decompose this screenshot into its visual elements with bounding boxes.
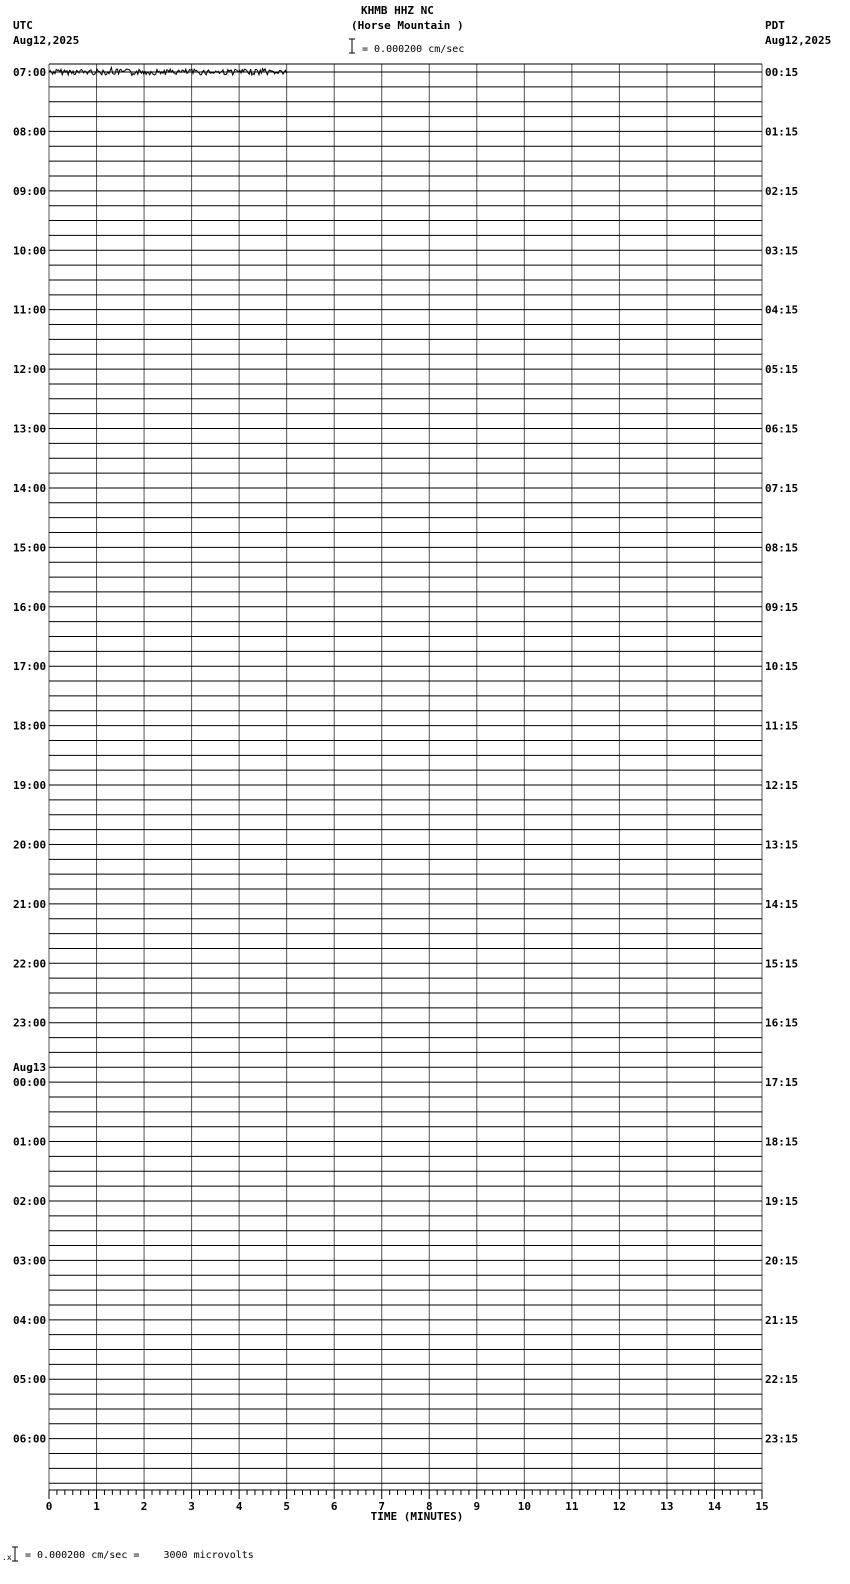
location-title: (Horse Mountain )	[351, 19, 464, 32]
right-hour-label: 21:15	[765, 1313, 799, 1327]
left-hour-label: 13:00	[13, 422, 47, 436]
left-hour-label: 08:00	[13, 125, 47, 139]
left-hour-label: 04:00	[13, 1313, 47, 1327]
right-hour-label: 15:15	[765, 957, 799, 971]
x-tick-label: 12	[612, 1500, 627, 1513]
svg-text:.x: .x	[2, 1553, 12, 1562]
left-date: Aug12,2025	[13, 34, 80, 47]
station-title: KHMB HHZ NC	[361, 4, 434, 17]
left-hour-label: 17:00	[13, 660, 47, 674]
x-tick-label: 0	[45, 1500, 53, 1513]
left-hour-label: 00:00	[13, 1076, 47, 1090]
scale-label: = 0.000200 cm/sec	[362, 44, 465, 55]
right-hour-label: 05:15	[765, 363, 799, 377]
right-hour-label: 17:15	[765, 1076, 799, 1090]
left-hour-label: 19:00	[13, 779, 47, 793]
right-hour-label: 00:15	[765, 66, 799, 79]
right-hour-label: 20:15	[765, 1254, 799, 1268]
right-hour-label: 22:15	[765, 1373, 799, 1387]
left-hour-label: 18:00	[13, 719, 47, 733]
left-hour-label: 07:00	[13, 66, 47, 79]
x-tick-label: 8	[425, 1500, 433, 1513]
left-hour-label: 02:00	[13, 1194, 47, 1208]
x-tick-label: 2	[140, 1500, 148, 1513]
trace-lines	[49, 72, 762, 1483]
right-hour-label: 10:15	[765, 660, 799, 674]
right-hour-label: 02:15	[765, 184, 799, 198]
left-hour-label: 21:00	[13, 897, 47, 911]
time-axis	[46, 1490, 769, 1523]
right-hour-label: 14:15	[765, 897, 799, 911]
left-hour-label: 15:00	[13, 541, 47, 555]
signal-trace	[49, 67, 287, 75]
right-hour-label: 04:15	[765, 303, 799, 317]
right-zone: PDT	[765, 19, 785, 32]
date-change-label: Aug13	[13, 1061, 47, 1075]
x-tick-label: 11	[565, 1500, 579, 1513]
left-hour-label: 06:00	[13, 1432, 47, 1446]
scale-bar-icon	[349, 39, 355, 53]
right-hour-label: 13:15	[765, 838, 799, 852]
left-hour-label: 01:00	[13, 1135, 47, 1149]
x-tick-label: 1	[93, 1500, 100, 1513]
footer-scale-note: = 0.000200 cm/sec = 3000 microvolts	[25, 1550, 254, 1561]
right-hour-label: 07:15	[765, 481, 799, 495]
right-hour-label: 09:15	[765, 600, 799, 614]
right-hour-label: 23:15	[765, 1432, 799, 1446]
left-hour-label: 22:00	[13, 957, 47, 971]
plot-grid	[49, 64, 762, 1490]
right-hour-label: 08:15	[765, 541, 799, 555]
left-hour-label: 11:00	[13, 303, 47, 317]
x-tick-label: 3	[188, 1500, 195, 1513]
left-hour-label: 20:00	[13, 838, 47, 852]
left-hour-label: 14:00	[13, 481, 47, 495]
left-hour-label: 05:00	[13, 1373, 47, 1387]
right-date: Aug12,2025	[765, 34, 832, 47]
right-hour-label: 16:15	[765, 1016, 799, 1030]
x-tick-label: 10	[517, 1500, 531, 1513]
right-hour-label: 03:15	[765, 244, 799, 258]
x-tick-label: 9	[473, 1500, 481, 1513]
left-zone: UTC	[13, 19, 33, 32]
left-hour-label: 03:00	[13, 1254, 47, 1268]
x-tick-label: 7	[378, 1500, 386, 1513]
x-tick-label: 13	[660, 1500, 674, 1513]
x-tick-label: 15	[755, 1500, 769, 1513]
right-hour-label: 19:15	[765, 1194, 799, 1208]
right-hour-label: 11:15	[765, 719, 799, 733]
right-hour-label: 12:15	[765, 779, 799, 793]
left-hour-label: 09:00	[13, 184, 47, 198]
footer-scale-bar-icon	[2, 1547, 18, 1562]
x-tick-label: 6	[330, 1500, 338, 1513]
x-tick-label: 5	[283, 1500, 290, 1513]
left-hour-label: 12:00	[13, 363, 47, 377]
left-hour-label: 16:00	[13, 600, 47, 614]
right-hour-label: 06:15	[765, 422, 799, 436]
x-axis-label: TIME (MINUTES)	[370, 1510, 464, 1523]
x-tick-label: 14	[707, 1500, 722, 1513]
right-hour-label: 18:15	[765, 1135, 799, 1149]
x-tick-label: 4	[235, 1500, 243, 1513]
left-hour-label: 23:00	[13, 1016, 47, 1030]
right-hour-label: 01:15	[765, 125, 799, 139]
left-hour-label: 10:00	[13, 244, 47, 258]
